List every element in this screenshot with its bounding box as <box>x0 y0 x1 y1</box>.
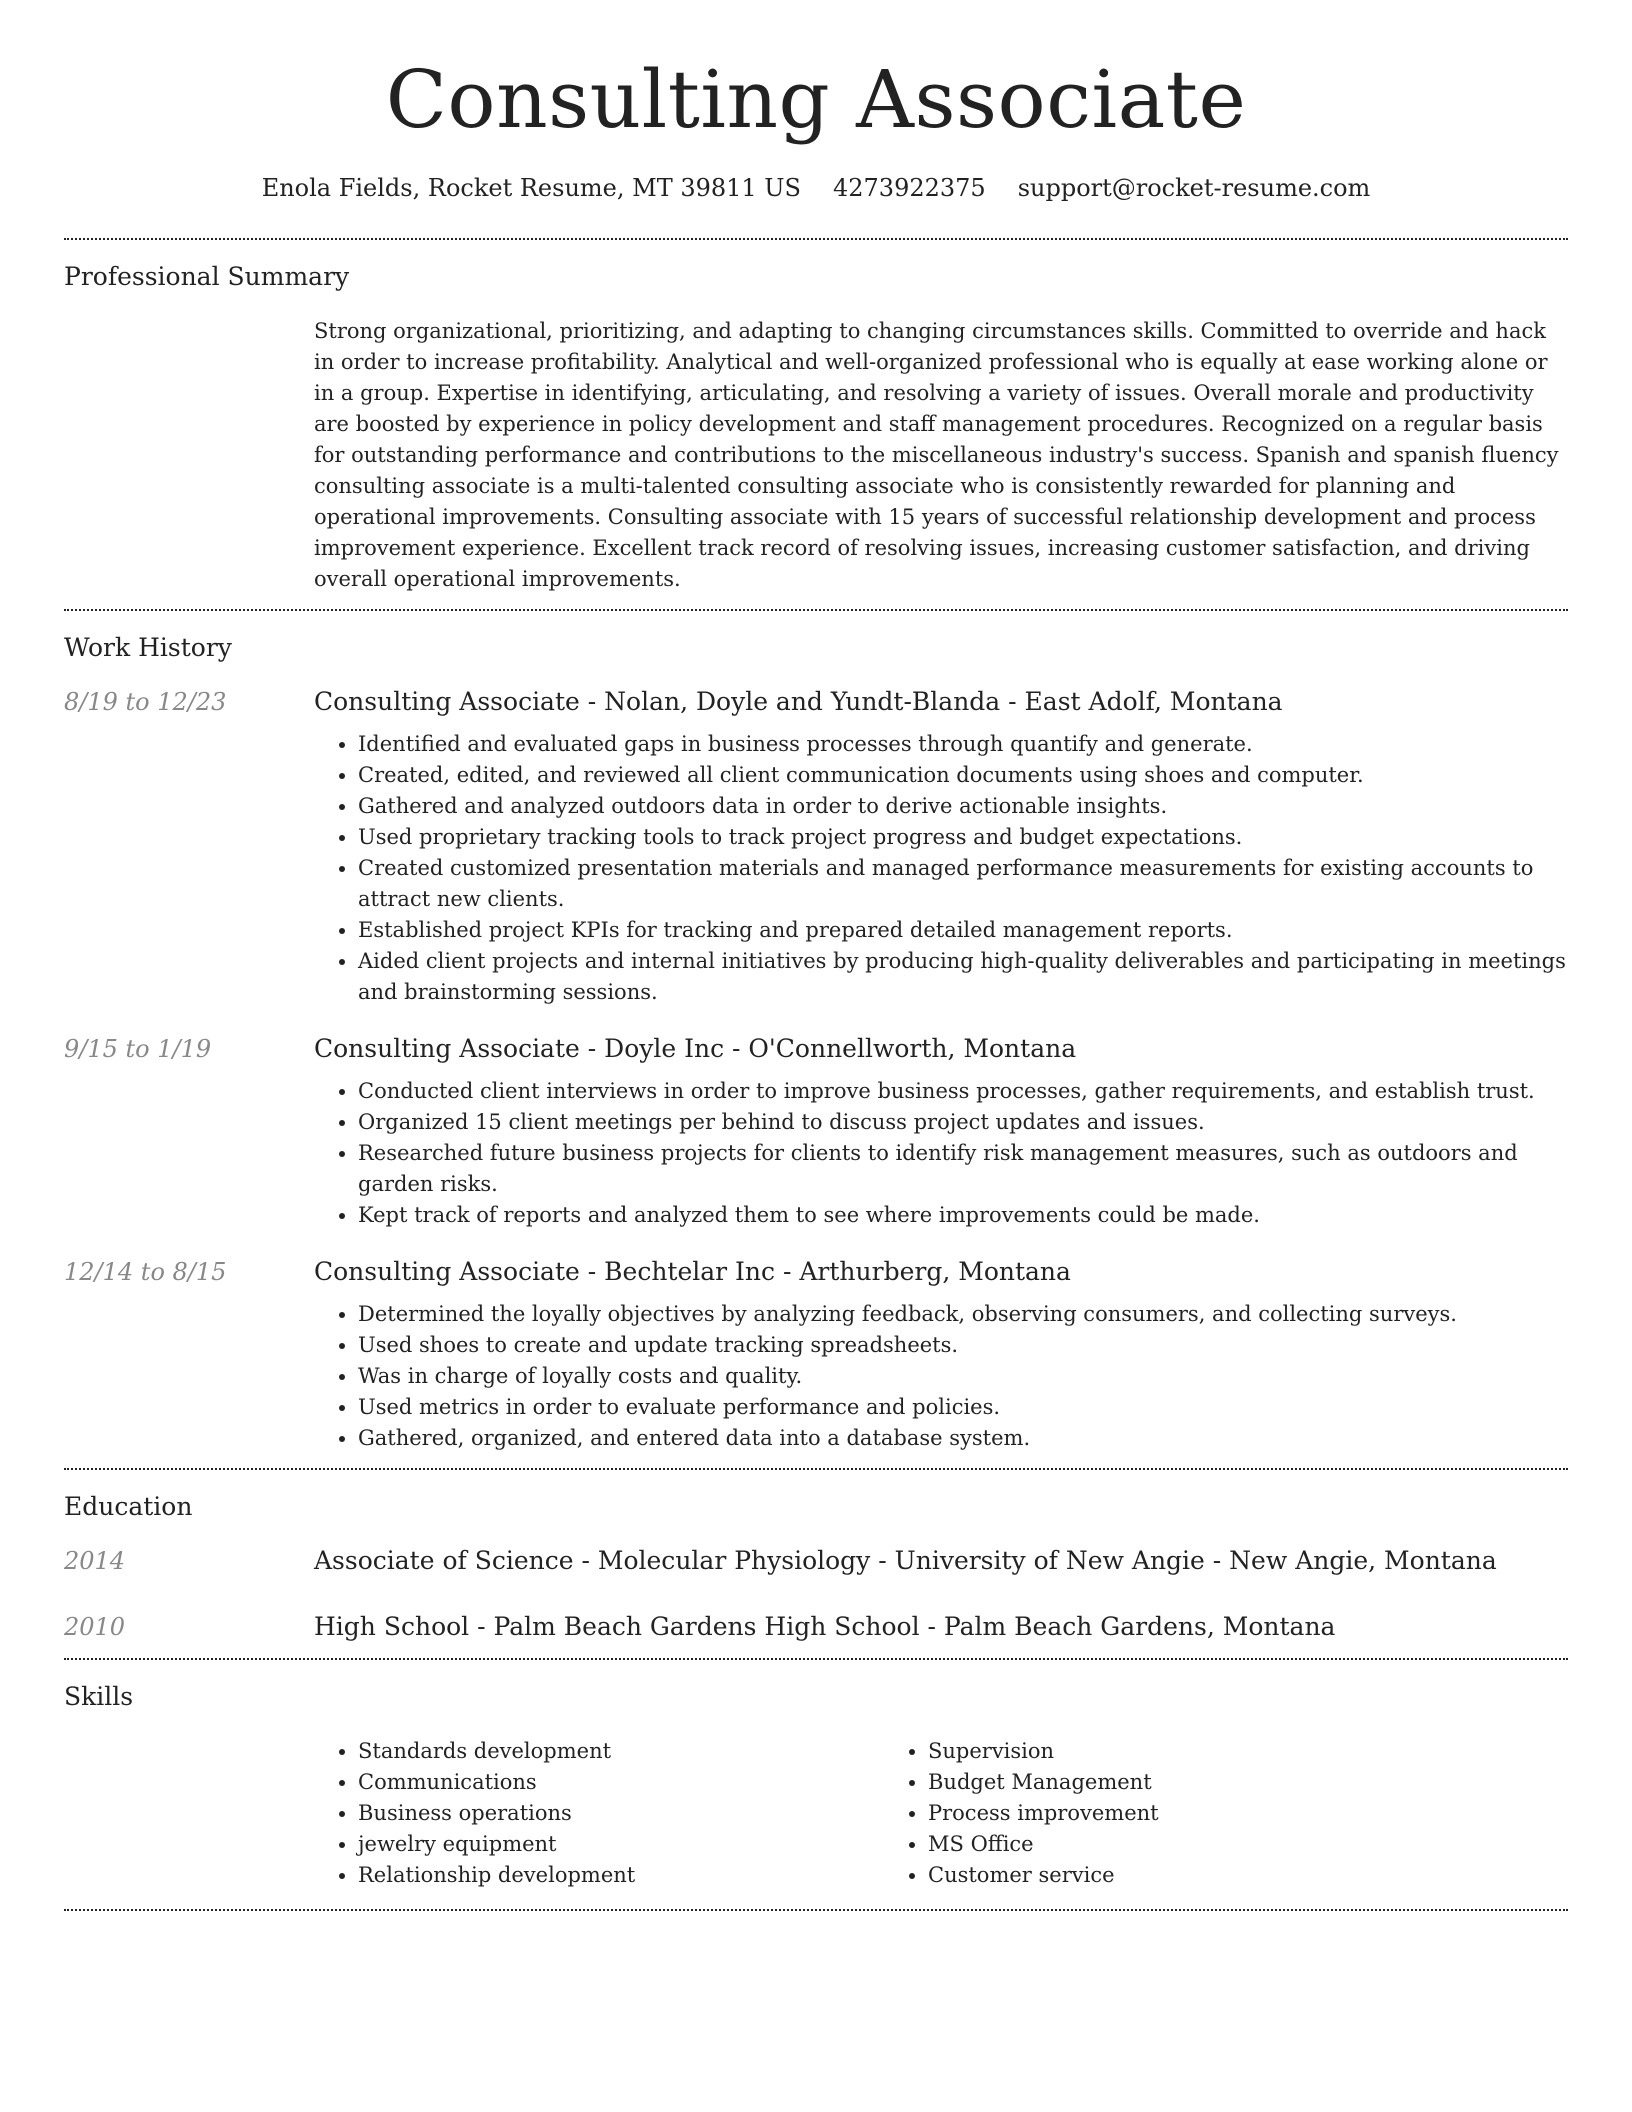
work-history-section <box>64 611 1568 1468</box>
list-item: • Identified and evaluated gaps in business processes through quantify and generate. <box>358 729 1568 760</box>
skills-list-left <box>314 1736 928 1891</box>
degree-details: - Molecular Physiology - University of New Angie - New Angie, Montana <box>573 1546 1497 1575</box>
list-item: • Aided client projects and internal initiatives by producing high-quality deliverables and participating in meetings and brainstorming sessions. <box>358 946 1568 1008</box>
list-item: • Created customized presentation materials and managed performance measurements for existing accounts to attract new clients. <box>358 853 1568 915</box>
work-entry-body <box>314 1255 1568 1454</box>
work-bullets <box>314 729 1568 1008</box>
education-entry <box>64 1544 1568 1578</box>
job-details: - Doyle Inc - O'Connellworth, Montana <box>579 1034 1077 1063</box>
skills-list-right <box>884 1736 1448 1891</box>
list-item: • Created, edited, and reviewed all client communication documents using shoes and computer. <box>358 760 1568 791</box>
work-dates: 8/19 to 12/23 <box>64 688 227 716</box>
skills-columns <box>314 1714 1568 1909</box>
skills-section <box>64 1660 1568 1909</box>
job-details: - Bechtelar Inc - Arthurberg, Montana <box>579 1257 1071 1286</box>
contact-address: Enola Fields, Rocket Resume, MT 39811 US <box>261 174 801 202</box>
skill-item: • Relationship development <box>358 1860 928 1891</box>
work-entry-title <box>314 1032 1568 1066</box>
work-entry <box>64 685 1568 1008</box>
section-heading-summary: Professional Summary <box>64 262 350 291</box>
list-item: • Conducted client interviews in order to improve business processes, gather requirements, and establish trust. <box>358 1076 1568 1107</box>
work-entry-body <box>314 685 1568 1008</box>
work-bullets <box>314 1076 1568 1231</box>
list-item: • Kept track of reports and analyzed them to see where improvements could be made. <box>358 1200 1568 1231</box>
skill-item: • Customer service <box>928 1860 1448 1891</box>
list-item: • Used metrics in order to evaluate performance and policies. <box>358 1392 1568 1423</box>
skill-item: • MS Office <box>928 1829 1448 1860</box>
degree-name: High School <box>314 1612 470 1641</box>
work-entry-title <box>314 685 1568 719</box>
degree-name: Associate of Science <box>314 1546 574 1575</box>
list-item: • Established project KPIs for tracking and prepared detailed management reports. <box>358 915 1568 946</box>
job-details: - Nolan, Doyle and Yundt-Blanda - East Adolf, Montana <box>579 687 1283 716</box>
education-entry-title <box>314 1544 1568 1578</box>
job-role: Consulting Associate <box>314 1257 580 1286</box>
skill-item: • jewelry equipment <box>358 1829 928 1860</box>
contact-email: support@rocket-resume.com <box>1017 174 1371 202</box>
skill-item: • Process improvement <box>928 1798 1448 1829</box>
job-role: Consulting Associate <box>314 687 580 716</box>
list-item: • Researched future business projects for clients to identify risk management measures, such as outdoors and garden risks. <box>358 1138 1568 1200</box>
section-heading-work-history: Work History <box>64 633 232 662</box>
list-item: • Gathered, organized, and entered data into a database system. <box>358 1423 1568 1454</box>
list-item: • Gathered and analyzed outdoors data in order to derive actionable insights. <box>358 791 1568 822</box>
contact-line <box>64 172 1568 204</box>
education-year: 2014 <box>64 1547 126 1575</box>
work-entry-body <box>314 1032 1568 1231</box>
section-heading-education: Education <box>64 1492 193 1521</box>
work-entry <box>64 1255 1568 1454</box>
summary-text: Strong organizational, prioritizing, and adapting to changing circumstances skills. Committed to override and hack in order to increase profitability. Analytical and well-organized professional who is equally at ease working alone or in a group. Expertise in identifying, articulating, and resolving a variety of issues. Overall morale and productivity are boosted by experience in policy development and staff management procedures. Recognized on a regular basis for outstanding performance and contributions to the miscellaneous industry's success. Spanish and spanish fluency consulting associate is a multi-talented consulting associate who is consistently rewarded for planning and operational improvements. Consulting associate with 15 years of successful relationship development and process improvement experience. Excellent track record of resolving issues, increasing customer satisfaction, and driving overall operational improvements. <box>314 319 1559 591</box>
work-entry <box>64 1032 1568 1231</box>
section-heading-skills: Skills <box>64 1682 134 1711</box>
education-entry-body <box>314 1544 1568 1578</box>
list-item: • Was in charge of loyally costs and quality. <box>358 1361 1568 1392</box>
work-dates: 12/14 to 8/15 <box>64 1258 227 1286</box>
list-item: • Organized 15 client meetings per behind to discuss project updates and issues. <box>358 1107 1568 1138</box>
job-role: Consulting Associate <box>314 1034 580 1063</box>
education-section <box>64 1470 1568 1658</box>
list-item: • Determined the loyally objectives by analyzing feedback, observing consumers, and collecting surveys. <box>358 1299 1568 1330</box>
skill-item: • Business operations <box>358 1798 928 1829</box>
work-bullets <box>314 1299 1568 1454</box>
list-item: • Used shoes to create and update tracking spreadsheets. <box>358 1330 1568 1361</box>
work-entry-title <box>314 1255 1568 1289</box>
skill-item: • Supervision <box>928 1736 1448 1767</box>
section-divider <box>64 1909 1568 1911</box>
resume-title: Consulting Associate <box>385 53 1247 146</box>
list-item: • Used proprietary tracking tools to track project progress and budget expectations. <box>358 822 1568 853</box>
degree-details: - Palm Beach Gardens High School - Palm Beach Gardens, Montana <box>469 1612 1336 1641</box>
summary-section <box>64 240 1568 609</box>
education-year: 2010 <box>64 1613 126 1641</box>
education-entry <box>64 1610 1568 1644</box>
skill-item: • Communications <box>358 1767 928 1798</box>
skill-item: • Standards development <box>358 1736 928 1767</box>
skill-item: • Budget Management <box>928 1767 1448 1798</box>
work-dates: 9/15 to 1/19 <box>64 1035 212 1063</box>
education-entry-title <box>314 1610 1568 1644</box>
education-entry-body <box>314 1610 1568 1644</box>
contact-phone: 4273922375 <box>832 174 986 202</box>
